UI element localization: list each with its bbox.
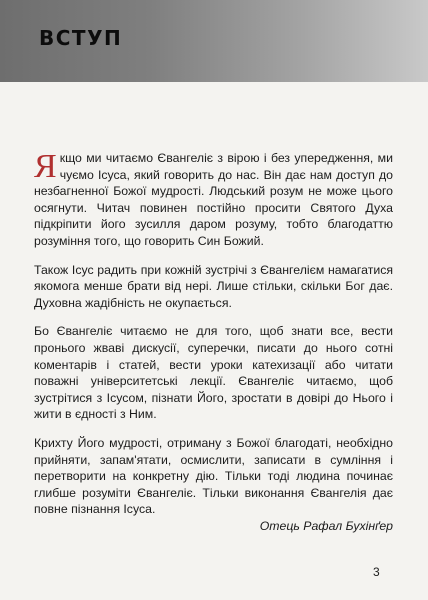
paragraph-4: Крихту Його мудрості, отриману з Божої благодаті, необхідно прийняти, запам'ятати, осмислити, записати в сумління і перетворити на конкретну дію. Тільки тоді людина починає глибше розуміти Євангеліє. Тільки виконання Євангелія дає повне пізнання Ісуса. (34, 435, 393, 517)
page-title: ВСТУП (39, 26, 123, 50)
drop-cap: Я (34, 148, 57, 185)
author-signature: Отець Рафал Бухінґер (259, 519, 393, 533)
paragraph-1 (34, 150, 393, 250)
paragraph-2: Також Ісус радить при кожній зустрічі з Євангелієм намагатися якомога менше брати від нері. Лише стільки, скільки Бог дає. Духовна жадібність не окупається. (34, 262, 393, 310)
paragraph-3: Бо Євангеліє читаємо не для того, щоб знати все, вести пронього жваві дискусії, суперечки, писати до нього сотні коментарів і статей, вести уроки катехизації або читати поважні університетські лекції. Євангеліє читаємо, щоб зустрітися з Ісусом, пізнати Його, зростати в довірі до Нього і жити в єдності з Ним. (34, 324, 393, 422)
paragraph-1-text: кщо ми читаємо Євангеліє з вірою і без упередження, ми чуємо Ісуса, який говорить до нас. Він дає нам доступ до незбагненної Божої мудрості. Людський розум не може цього осягнути. Читач повинен постійно просити Святого Духа підкріпити його зусилля даром розуму, тобто благодаттю розуміння того, що говорить Син Божий. (34, 151, 393, 248)
body-text (34, 150, 393, 530)
page-number: 3 (373, 565, 380, 579)
